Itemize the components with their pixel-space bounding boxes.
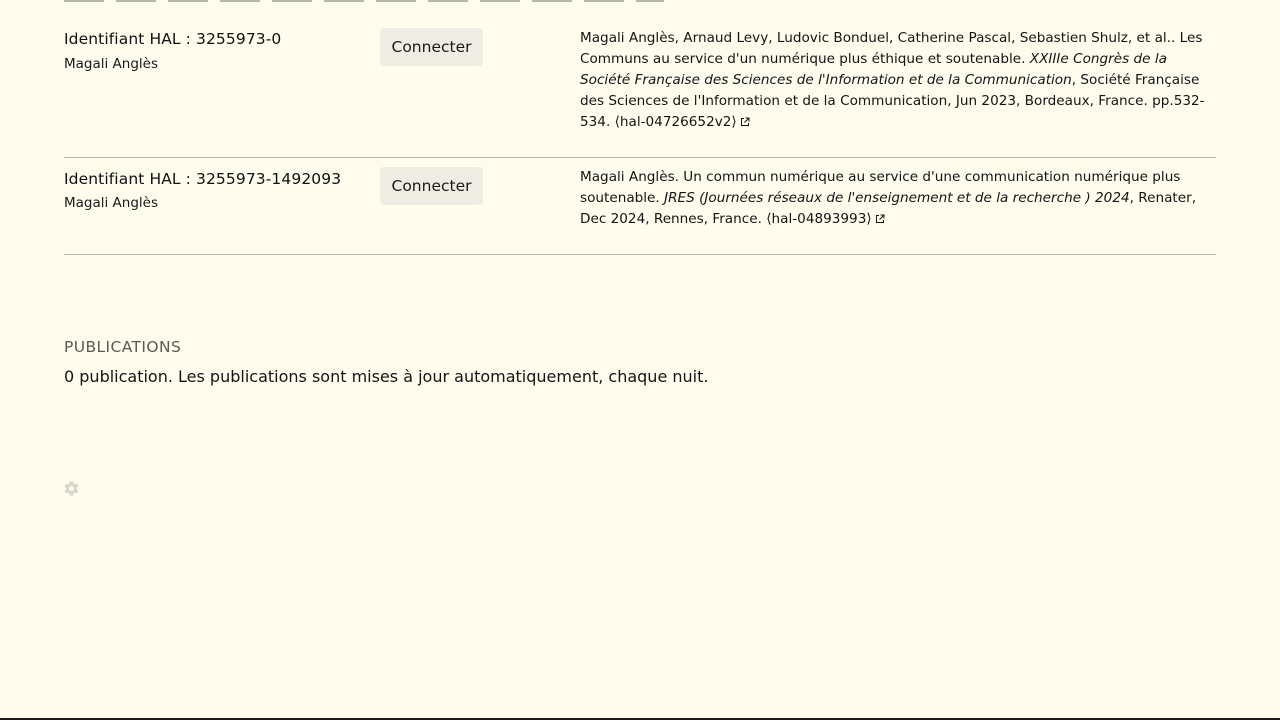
connect-button[interactable]: Connecter <box>380 28 483 66</box>
hal-author-name: Magali Anglès <box>64 195 159 211</box>
hal-link-text: ⟨hal-04893993⟩ <box>766 211 872 227</box>
hal-document-link[interactable] <box>615 114 750 130</box>
publication-citation <box>580 28 1216 133</box>
publications-heading: PUBLICATIONS <box>64 338 182 356</box>
hal-identifier-row <box>64 158 1216 255</box>
hal-identifier-list <box>64 0 1216 255</box>
external-link-icon <box>740 117 750 127</box>
hal-identifier-label: Identifiant HAL : 3255973-0 <box>64 30 282 48</box>
citation-details: , Renater, Dec 2024, Rennes, France. <box>580 190 1197 227</box>
citation-authors-title: Magali Anglès. Un commun numérique au service d'une communication numérique plus soutenable. <box>580 169 1181 206</box>
hal-identifier-row <box>64 0 1216 158</box>
hal-author-name: Magali Anglès <box>64 56 159 72</box>
citation-authors-title: Magali Anglès, Arnaud Levy, Ludovic Bonduel, Catherine Pascal, Sebastien Shulz, et al.. Les Communs au service d'un numérique plus éthique et soutenable. <box>580 30 1203 67</box>
hal-document-link[interactable] <box>766 211 884 227</box>
gear-icon[interactable] <box>63 480 80 497</box>
hal-link-text: ⟨hal-04726652v2⟩ <box>614 114 737 130</box>
hal-identifier-label: Identifiant HAL : 3255973-1492093 <box>64 170 342 188</box>
citation-details: , Société Française des Sciences de l'Information et de la Communication, Jun 2023, Bordeaux, France. pp.532-534. <box>580 72 1205 130</box>
external-link-icon <box>875 214 885 224</box>
citation-venue: JRES (Journées réseaux de l'enseignement et de la recherche ) 2024 <box>664 190 1130 206</box>
publication-citation <box>580 167 1216 230</box>
publications-summary: 0 publication. Les publications sont mises à jour automatiquement, chaque nuit. <box>64 367 709 386</box>
citation-venue: XXIIIe Congrès de la Société Française des Sciences de l'Information et de la Communication <box>580 51 1167 88</box>
connect-button[interactable]: Connecter <box>380 167 483 205</box>
